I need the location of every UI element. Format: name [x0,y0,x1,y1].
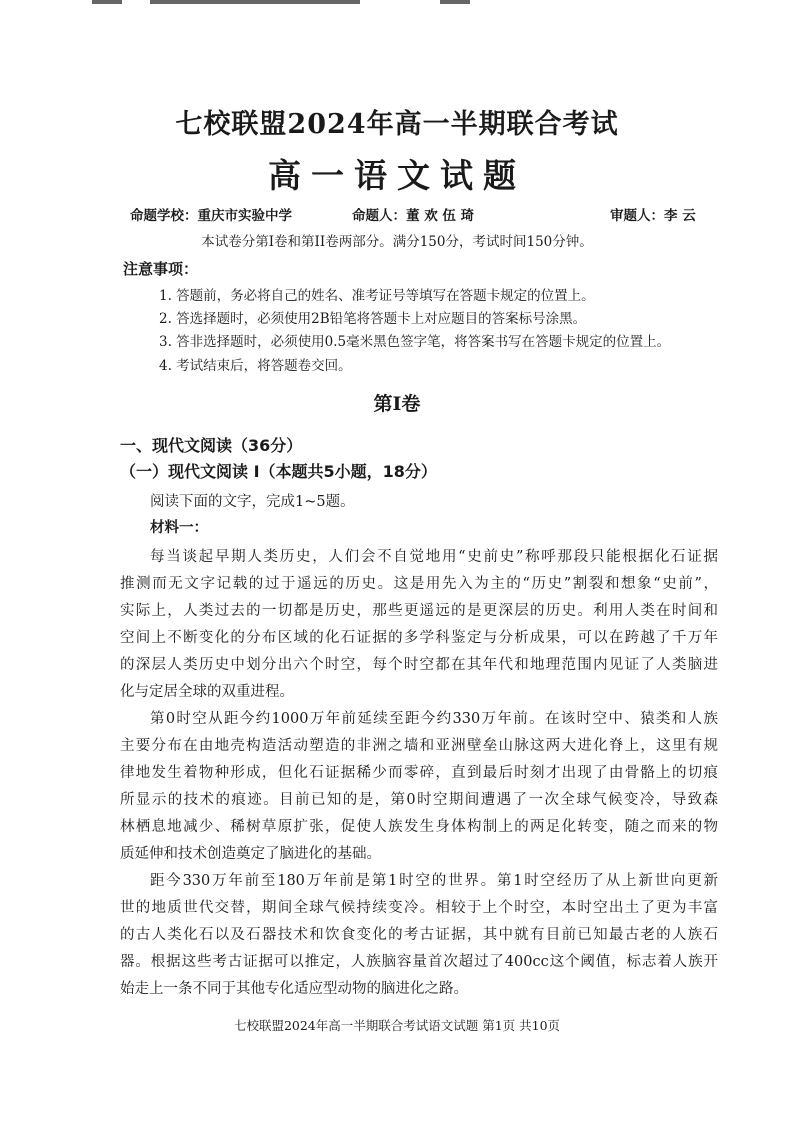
paragraph-line: 的深层人类历史中划分出六个时空，每个时空都在其年代和地理范围内见证了人类脑进 [120,657,718,673]
notice-item: 3. 答非选择题时，必须使用0.5毫米黑色签字笔，将答案书写在答题卡规定的位置上。 [159,334,671,350]
paragraph-line: 器。根据这些考古证据可以推定，人族脑容量首次超过了400cc这个阈值，标志着人族开 [120,954,718,970]
paragraph-line: 空间上不断变化的分布区域的化石证据的多学科鉴定与分析成果，可以在跨越了千万年 [120,630,718,646]
notice-heading: 注意事项： [123,260,199,278]
instruction: 阅读下面的文字，完成1~5题。 [150,494,355,510]
paragraph-line: 推测而无文字记载的过于遥远的历史。这是用先入为主的“历史”割裂和想象“史前”， [120,576,718,592]
paragraph-line: 始走上一条不同于其他专化适应型动物的脑进化之路。 [120,981,468,997]
reviewer-label: 审题人：李 云 [610,208,696,224]
scan-artifact [92,0,122,4]
paragraph-line: 林栖息地减少、稀树草原扩张，促使人族发生身体构制上的两足化转变，随之而来的物 [120,819,718,835]
paragraph-line: 律地发生着物种形成，但化石证据稀少而零碎，直到最后时刻才出现了由骨骼上的切痕 [120,765,718,781]
material-label: 材料一： [150,519,208,536]
scan-artifact [440,0,470,4]
volume-heading: 第I卷 [373,393,421,415]
paragraph-line: 化与定居全球的双重进程。 [120,684,294,700]
author-label: 命题人：董 欢 伍 琦 [352,208,475,224]
paragraph-line: 距今330万年前至180万年前是第1时空的世界。第1时空经历了从上新世向更新 [150,873,718,889]
notice-item: 1. 答题前，务必将自己的姓名、准考证号等填写在答题卡规定的位置上。 [159,288,595,304]
page-footer: 七校联盟2024年高一半期联合考试语文试题 第1页 共10页 [233,1018,561,1033]
paragraph-line: 实际上，人类过去的一切都是历史，那些更遥远的是更深层的历史。利用人类在时间和 [120,603,718,619]
scan-artifact [150,0,360,4]
exam-title: 七校联盟2024年高一半期联合考试 [175,109,619,140]
section-heading: 一、现代文阅读（36分） [120,436,303,455]
paragraph-line: 世的地质世代交替，期间全球气候持续变冷。相较于上个时空，本时空出土了更为丰富 [120,900,718,916]
paragraph-line: 的古人类化石以及石器技术和饮食变化的考古证据，其中就有目前已知最古老的人族石 [120,927,718,943]
paragraph-line: 质延伸和技术创造奠定了脑进化的基础。 [120,846,381,862]
exam-intro: 本试卷分第I卷和第II卷两部分。满分150分，考试时间150分钟。 [201,234,593,250]
notice-item: 4. 考试结束后，将答题卷交回。 [159,358,352,374]
paragraph-line: 第0时空从距今约1000万年前延续至距今约330万年前。在该时空中、猿类和人族 [150,711,718,727]
notice-item: 2. 答选择题时，必须使用2B铅笔将答题卡上对应题目的答案标号涂黑。 [159,311,587,327]
paragraph-line: 所显示的技术的痕迹。目前已知的是，第0时空期间遭遇了一次全球气候变冷，导致森 [120,792,718,808]
subject-title: 高一语文试题 [268,156,526,195]
paragraph-line: 主要分布在由地壳构造活动塑造的非洲之墙和亚洲壁垒山脉这两大进化脊上，这里有规 [120,738,718,754]
paragraph-line: 每当谈起早期人类历史，人们会不自觉地用“史前史”称呼那段只能根据化石证据 [150,549,718,565]
subsection-heading: （一）现代文阅读 I（本题共5小题，18分） [120,462,437,481]
school-label: 命题学校：重庆市实验中学 [130,208,292,224]
